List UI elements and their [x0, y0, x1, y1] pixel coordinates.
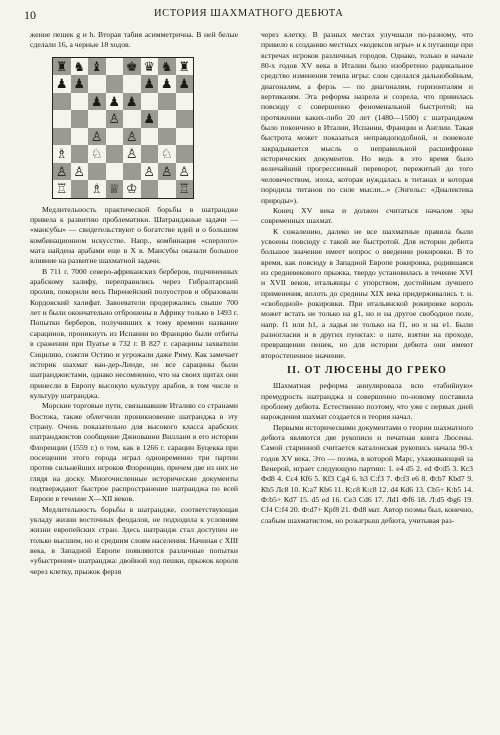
board-square-a6 — [53, 93, 71, 111]
board-square-a7 — [53, 75, 71, 93]
board-square-d4 — [106, 128, 124, 146]
board-square-e7 — [123, 75, 141, 93]
board-square-d3 — [106, 145, 124, 163]
board-square-c2 — [88, 163, 106, 181]
board-square-a1 — [53, 180, 71, 198]
paragraph: через клетку. В разных местах улучшали по-разному, что привело к созданию местных «кодексов игры» и к путанице при встречах игроков различных городов. Однако, только в начале 80-х годов XV века в Италии было изобретено радикальное средство изменения темпа игры: слон сделался дальнобойным, диагоналям, а ферзь — по диагоналям, горизонталям и вертикалям. Эта реформа назрела и созрела, что привилась повсюду с совершенно феноменальной быстротой; на протяжении каких-либо 20 лет (1480—1500) с шатранджем было покончено в Италии, Испании, Франции и Англии. Такая быстрота может показаться неправдоподобной, и поневоле закрадывается мысль о неправильной расшифровке исторических документов. Но ведь в это время было величайший прогрессивный переворот, пережитый до того человечеством, эпоха, которая нуждалась в титанах и которая породила титанов по силе мысли...» (Энгельс: «Диалектика природы»). — [261, 30, 473, 205]
running-title: ИСТОРИЯ ШАХМАТНОГО ДЕБЮТА — [154, 8, 344, 19]
chess-piece-icon: ♟ — [178, 76, 191, 92]
board-square-b2 — [71, 163, 89, 181]
board-square-e5 — [123, 110, 141, 128]
intro-paragraph: жение пешек g и h. Вторая табия асимметрична. В ней белые сделали 16, а черные 18 ходов. — [30, 30, 238, 50]
paragraph: Конец XV века и должен считаться началом эры современных шахмат. — [261, 205, 473, 226]
paragraph: Шахматная реформа аннулировала всю «табийную» премудрость шатранджа и совершенно по-новому поставила проблему дебюта. Естественно поэтому, что уже с первых дней нарождения шахмат создается и теория начал. — [261, 381, 473, 422]
board-square-e1 — [123, 180, 141, 198]
board-square-b5 — [71, 110, 89, 128]
board-square-h1 — [176, 180, 194, 198]
chess-piece-icon: ♙ — [55, 163, 68, 179]
chess-piece-icon: ♙ — [143, 163, 156, 179]
board-square-g5 — [158, 110, 176, 128]
chess-piece-icon: ♟ — [90, 93, 103, 109]
paragraph: Первыми историческими документами о теории шахматного дебюта являются две рукописи и печатная книга Люсены. Самой старинной считается каталонская рукопись начала 90-х годов XV века. Это — поэма, в которой Марс, ухаживающий за Венерой, играет следующую партию: 1. e4 d5 2. ed Ф:d5 3. Кc3 Фd8 4. Сc4 Кf6 5. Кf3 Сg4 6. h3 С:f3 7. Ф:f3 e6 8. Ф:b7 Кbd7 9. Кb5 Лc8 10. К:a7 Кb6 11. К:c8 К:c8 12. d4 Кd6 13. Сb5+ К:b5 14. Ф:b5+ Кd7 15. d5 ed 16. Сe3 Сd6 17. Лd1 Фf6 18. Л:d5 Фg6 19. Сf4 С:f4 20. Ф:d7+ Кpf8 21. Фd8 мат. Автор поэмы был, конечно, слабым шахматистом, но розыгрыш дебюта, учитывая раз- — [261, 422, 474, 525]
board-square-h6 — [176, 93, 194, 111]
chess-piece-icon: ♙ — [108, 111, 121, 127]
chess-piece-icon: ♞ — [160, 58, 173, 74]
board-square-d5 — [106, 110, 124, 128]
chess-piece-icon: ♗ — [90, 181, 103, 197]
board-square-h5 — [176, 110, 194, 128]
left-column — [30, 30, 238, 577]
board-square-e2 — [123, 163, 141, 181]
board-square-d6 — [106, 93, 124, 111]
chess-piece-icon: ♘ — [90, 146, 103, 162]
chess-piece-icon: ♜ — [55, 58, 68, 74]
board-square-g2 — [158, 163, 176, 181]
chess-piece-icon: ♔ — [125, 181, 138, 197]
chess-piece-icon: ♙ — [160, 163, 173, 179]
board-square-a5 — [53, 110, 71, 128]
board-square-b3 — [71, 145, 89, 163]
board-square-f8 — [141, 58, 159, 76]
board-square-f5 — [141, 110, 159, 128]
board-square-g3 — [158, 145, 176, 163]
chess-piece-icon: ♜ — [178, 58, 191, 74]
board-square-f6 — [141, 93, 159, 111]
board-square-e8 — [123, 58, 141, 76]
chess-piece-icon: ♟ — [73, 76, 86, 92]
board-square-g1 — [158, 180, 176, 198]
board-square-c6 — [88, 93, 106, 111]
paragraph: К сожалению, далеко не все шахматные правила были усвоены повсюду с такой же быстротой. Для истории дебюта большое значение имеет вопрос о введении рокировки. В то время, как повсюду в Западной Европе рокировка, родившаяся из средневекового прыжка, твердо установилась в течение XVI и XVII веков, итальянцы с упорством, достойным лучшего применения, вплоть до средины XIX века придерживались т. н. «свободной» рокировки. При итальянской рокировке король может встать не только на g1, но и на другое свободное поле, напр. f1 или h1, а ладья не только на f1, но и на e1. Были разногласия и в других пунктах: о пате, взятии на проходе, превращении пешек, но для истории дебюта они имеют второстепенное значение. — [261, 226, 473, 360]
board-square-f2 — [141, 163, 159, 181]
chess-board — [53, 58, 193, 198]
board-square-e6 — [123, 93, 141, 111]
chess-piece-icon: ♚ — [125, 58, 138, 74]
chess-piece-icon: ♙ — [73, 163, 86, 179]
chess-piece-icon: ♞ — [73, 58, 86, 74]
board-square-a4 — [53, 128, 71, 146]
board-square-h2 — [176, 163, 194, 181]
chess-piece-icon: ♟ — [143, 111, 156, 127]
chess-diagram — [52, 57, 194, 199]
paragraph: Медлительность практической борьбы в шатрандже привела к развитию проблематики. Шатранджные задачи — «мансубы» — свидетельствуют о богатстве идей и о большом комбинационном искусстве. Напр., комбинация «сперлого» мата найдена арабами еще в X в. Мансубы оказали большое влияние на развитие шахматной задачи. — [30, 204, 238, 266]
chess-piece-icon: ♛ — [143, 58, 156, 74]
board-square-f7 — [141, 75, 159, 93]
chess-piece-icon: ♝ — [90, 58, 103, 74]
board-square-c7 — [88, 75, 106, 93]
chess-piece-icon: ♙ — [90, 128, 103, 144]
page-number: 10 — [24, 8, 36, 22]
right-column — [261, 30, 473, 526]
section-title: II. ОТ ЛЮСЕНЫ ДО ГРЕКО — [287, 365, 447, 376]
board-square-g4 — [158, 128, 176, 146]
chess-piece-icon: ♘ — [160, 146, 173, 162]
board-square-a8 — [53, 58, 71, 76]
chess-piece-icon: ♟ — [108, 93, 121, 109]
chess-piece-icon: ♙ — [178, 163, 191, 179]
board-square-c4 — [88, 128, 106, 146]
board-square-g6 — [158, 93, 176, 111]
board-square-h7 — [176, 75, 194, 93]
board-square-d1 — [106, 180, 124, 198]
chess-piece-icon: ♖ — [55, 181, 68, 197]
board-square-h4 — [176, 128, 194, 146]
board-square-a3 — [53, 145, 71, 163]
board-square-b6 — [71, 93, 89, 111]
board-square-d7 — [106, 75, 124, 93]
chess-piece-icon: ♟ — [160, 76, 173, 92]
board-square-c5 — [88, 110, 106, 128]
board-square-a2 — [53, 163, 71, 181]
chess-piece-icon: ♟ — [55, 76, 68, 92]
board-square-f3 — [141, 145, 159, 163]
paragraph: Медлительность борьбы в шатрандже, соответствующая укладу жизни восточных феодалов, не подходила к условиям жизни европейских стран. Здесь шатрандж стал доступен не только высшим, но и средним слоям населения. Начиная с XIII века, в Западной Европе появляются различные попытки «убыстрения» шатранджа: двойной ход пешки, прыжок короля через клетку, прыжок ферзя — [30, 504, 238, 576]
board-square-h3 — [176, 145, 194, 163]
page-header — [24, 8, 476, 24]
chess-piece-icon: ♗ — [55, 146, 68, 162]
chess-piece-icon: ♙ — [125, 146, 138, 162]
chess-piece-icon: ♕ — [108, 181, 121, 197]
chess-piece-icon: ♖ — [178, 181, 191, 197]
board-square-f1 — [141, 180, 159, 198]
chess-piece-icon: ♙ — [125, 128, 138, 144]
board-square-g8 — [158, 58, 176, 76]
board-square-b7 — [71, 75, 89, 93]
board-square-d8 — [106, 58, 124, 76]
board-square-e3 — [123, 145, 141, 163]
board-square-e4 — [123, 128, 141, 146]
board-square-g7 — [158, 75, 176, 93]
board-square-b4 — [71, 128, 89, 146]
paragraph: Морские торговые пути, связывавшие Италию со странами Востока, также облегчили проникновение шатранджа в эту страну. Очень показательно для высокого класса арабских шатранджистов сообщение Джиованни Виллани в его истории Флоренции (1559 г.) о том, как в 1266 г. сарацин Буцекка при посещении этого города играл одновременно три партии против сильнейших игроков Флоренции, причем две из них не глядя на доску. Многочисленные исторические документы подтверждают быстрое распространение шатранджа по всей Европе в течение X—XII веков. — [30, 401, 238, 504]
chess-piece-icon: ♟ — [143, 76, 156, 92]
board-square-c1 — [88, 180, 106, 198]
board-square-h8 — [176, 58, 194, 76]
chess-piece-icon: ♟ — [125, 93, 138, 109]
board-square-c3 — [88, 145, 106, 163]
board-square-c8 — [88, 58, 106, 76]
paragraph: В 711 г. 7000 северо-африканских берберов, подчиненных арабскому халифу, переправились через Гибралтарский пролив, покорили весь Пиренейский полуостров и образовали Кордовский халифат. Завоеватели продержались свыше 700 лет и были окончательно отброшены в Африку только в 1493 г. Попытки берберов, получивших к тому времени название сарацинов, проникнуть из Испании во Францию были отбиты в сражении при Пуатье в 732 г. В 827 г. сарацины захватили Сицилию, сожгли Остию и угрожали даже Риму. Как замечает историк шахмат ван-дер-Линде, не все сарацины были шатранджистами, однако несомненно, что на своих щитах они принесли в Европу высокую культуру арабов, в том числе и культуру шатранджа. — [30, 266, 238, 400]
board-square-f4 — [141, 128, 159, 146]
board-square-b1 — [71, 180, 89, 198]
board-square-b8 — [71, 58, 89, 76]
board-square-d2 — [106, 163, 124, 181]
